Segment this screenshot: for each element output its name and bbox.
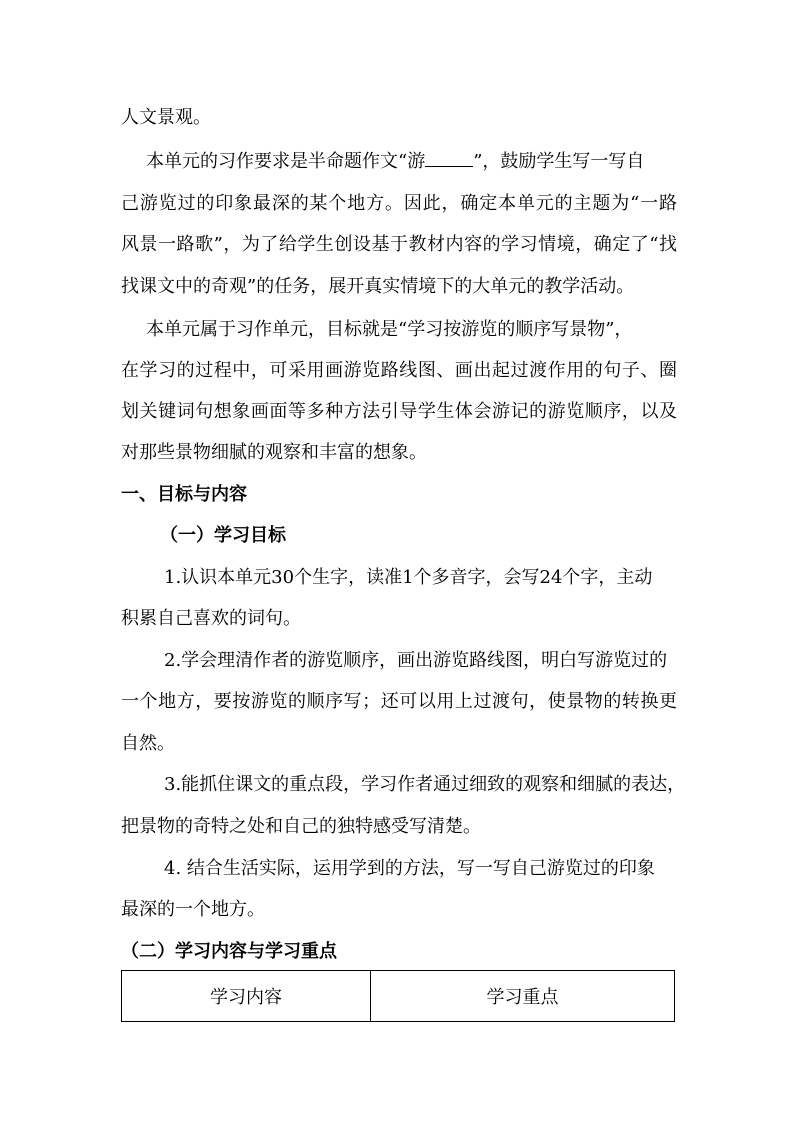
text-line: 人文景观。	[121, 107, 211, 128]
goal-line: 积累自己喜欢的词句。	[121, 608, 301, 629]
goal-line: 一个地方，要按游览的顺序写；还可以用上过渡句，使景物的转换更	[121, 691, 677, 712]
text-line: 本单元属于习作单元，目标就是“学习按游览的顺序写景物”，	[146, 319, 633, 340]
goal-line: 2.学会理清作者的游览顺序，画出游览路线图，明白写游览过的	[164, 650, 668, 671]
text-line: 找课文中的奇观”的任务，展开真实情境下的大单元的教学活动。	[121, 276, 635, 297]
content-table	[121, 970, 675, 1022]
goal-line: 把景物的奇特之处和自己的独特感受写清楚。	[121, 816, 481, 837]
goal-line: 4. 结合生活实际，运用学到的方法，写一写自己游览过的印象	[164, 858, 655, 879]
table-header-cell: 学习内容	[122, 971, 371, 1022]
text-segment: 本单元的习作要求是半命题作文“游	[146, 151, 426, 172]
text-line: 对那些景物细腻的观察和丰富的想象。	[121, 442, 427, 463]
section-heading: 一、目标与内容	[121, 484, 247, 505]
table-row	[122, 971, 675, 1022]
text-line: 划关键词句想象画面等多种方法引导学生体会游记的游览顺序，以及	[121, 401, 677, 422]
text-segment: ”，鼓励学生写一写自	[473, 151, 645, 172]
text-line: 己游览过的印象最深的某个地方。因此，确定本单元的主题为“一路	[121, 193, 677, 214]
fill-blank	[425, 150, 473, 167]
subsection-heading: （二）学习内容与学习重点	[121, 941, 337, 962]
goal-line: 最深的一个地方。	[121, 899, 265, 920]
text-line	[146, 150, 644, 174]
goal-line: 1.认识本单元30个生字，读准1个多音字，会写24个字，主动	[164, 567, 653, 588]
text-line: 在学习的过程中，可采用画游览路线图、画出起过渡作用的句子、圈	[121, 360, 677, 381]
goal-line: 3.能抓住课文的重点段，学习作者通过细致的观察和细腻的表达，	[164, 774, 686, 795]
text-line: 风景一路歌”，为了给学生创设基于教材内容的学习情境，确定了“找	[121, 234, 677, 255]
subsection-heading: （一）学习目标	[160, 525, 286, 546]
goal-line: 自然。	[121, 733, 175, 754]
table-header-cell: 学习重点	[371, 971, 675, 1022]
